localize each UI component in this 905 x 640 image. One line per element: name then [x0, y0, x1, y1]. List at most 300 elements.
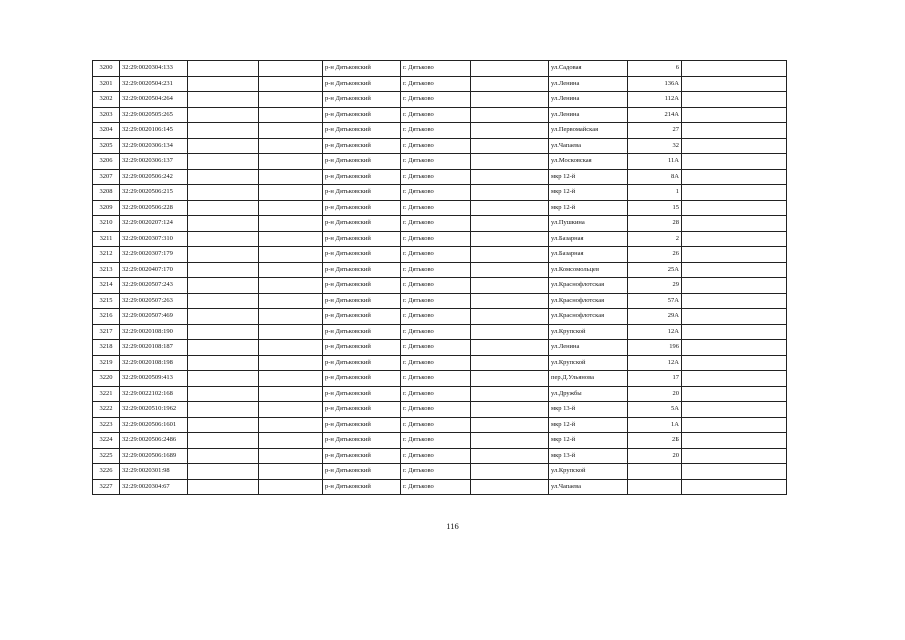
cell-empty-col-3 — [188, 138, 259, 154]
cell-empty-col-4 — [259, 417, 323, 433]
cell-house-number: 2 — [628, 231, 682, 247]
cell-house-number: 15 — [628, 200, 682, 216]
cell-street: ул.Базарная — [549, 231, 628, 247]
cell-city: г. Дятьково — [401, 92, 471, 108]
cell-empty-col-10 — [682, 61, 787, 77]
cell-cadastral-number: 32:29:0020506:1689 — [120, 448, 188, 464]
cell-empty-col-10 — [682, 262, 787, 278]
cell-city: г. Дятьково — [401, 138, 471, 154]
cell-cadastral-number: 32:29:0020504:264 — [120, 92, 188, 108]
cell-cadastral-number: 32:29:0020509:413 — [120, 371, 188, 387]
cell-street: ул.Краснофлотская — [549, 309, 628, 325]
cell-empty-col-3 — [188, 262, 259, 278]
cell-row-number: 3225 — [93, 448, 120, 464]
cell-empty-col-10 — [682, 278, 787, 294]
cell-district: р-н Дятьковский — [323, 417, 401, 433]
cell-house-number: 8А — [628, 169, 682, 185]
cell-empty-col-10 — [682, 169, 787, 185]
cell-city: г. Дятьково — [401, 417, 471, 433]
cell-house-number: 32 — [628, 138, 682, 154]
cell-empty-col-4 — [259, 61, 323, 77]
cell-empty-col-4 — [259, 154, 323, 170]
table-row — [93, 169, 787, 185]
cell-empty-col-3 — [188, 386, 259, 402]
cell-empty-col-10 — [682, 247, 787, 263]
cell-district: р-н Дятьковский — [323, 138, 401, 154]
cell-house-number: 12А — [628, 355, 682, 371]
cell-cadastral-number: 32:29:0020108:190 — [120, 324, 188, 340]
cell-house-number: 20 — [628, 448, 682, 464]
cell-empty-col-10 — [682, 479, 787, 495]
cell-empty-col-10 — [682, 309, 787, 325]
cell-empty-col-3 — [188, 340, 259, 356]
cell-cadastral-number: 32:29:0020506:215 — [120, 185, 188, 201]
cell-district: р-н Дятьковский — [323, 216, 401, 232]
cell-empty-col-7 — [471, 417, 549, 433]
cell-city: г. Дятьково — [401, 216, 471, 232]
table-row — [93, 107, 787, 123]
cell-street: мкр 13-й — [549, 448, 628, 464]
cell-cadastral-number: 32:29:0020506:1601 — [120, 417, 188, 433]
cell-empty-col-3 — [188, 247, 259, 263]
page-number: 116 — [446, 521, 459, 531]
cell-city: г. Дятьково — [401, 185, 471, 201]
cell-district: р-н Дятьковский — [323, 185, 401, 201]
cell-empty-col-4 — [259, 231, 323, 247]
cell-city: г. Дятьково — [401, 154, 471, 170]
cell-house-number: 17 — [628, 371, 682, 387]
table-row — [93, 92, 787, 108]
cell-row-number: 3224 — [93, 433, 120, 449]
cell-district: р-н Дятьковский — [323, 61, 401, 77]
cell-row-number: 3208 — [93, 185, 120, 201]
cell-row-number: 3212 — [93, 247, 120, 263]
cell-street: ул.Чапаева — [549, 479, 628, 495]
cell-city: г. Дятьково — [401, 433, 471, 449]
cell-street: ул.Пушкина — [549, 216, 628, 232]
register-table-body — [93, 61, 787, 495]
cell-house-number: 6 — [628, 61, 682, 77]
cell-street: пер.Д.Ульянова — [549, 371, 628, 387]
table-row — [93, 185, 787, 201]
table-row — [93, 154, 787, 170]
cell-city: г. Дятьково — [401, 309, 471, 325]
cell-house-number: 26 — [628, 247, 682, 263]
cell-row-number: 3227 — [93, 479, 120, 495]
cell-city: г. Дятьково — [401, 386, 471, 402]
cell-empty-col-4 — [259, 340, 323, 356]
cell-empty-col-4 — [259, 324, 323, 340]
cell-street: ул.Ленина — [549, 107, 628, 123]
cell-city: г. Дятьково — [401, 61, 471, 77]
cell-district: р-н Дятьковский — [323, 448, 401, 464]
cell-district: р-н Дятьковский — [323, 340, 401, 356]
cell-city: г. Дятьково — [401, 247, 471, 263]
cell-street: ул.Чапаева — [549, 138, 628, 154]
cell-city: г. Дятьково — [401, 107, 471, 123]
table-row — [93, 371, 787, 387]
cell-empty-col-7 — [471, 123, 549, 139]
cell-cadastral-number: 32:29:0020407:170 — [120, 262, 188, 278]
cell-house-number — [628, 464, 682, 480]
cell-empty-col-4 — [259, 371, 323, 387]
cell-row-number: 3210 — [93, 216, 120, 232]
cell-row-number: 3211 — [93, 231, 120, 247]
cell-row-number: 3204 — [93, 123, 120, 139]
cell-district: р-н Дятьковский — [323, 464, 401, 480]
cell-empty-col-4 — [259, 479, 323, 495]
cell-street: ул.Краснофлотская — [549, 293, 628, 309]
cell-empty-col-7 — [471, 340, 549, 356]
cell-empty-col-7 — [471, 92, 549, 108]
cell-district: р-н Дятьковский — [323, 386, 401, 402]
cell-street: ул.Садовая — [549, 61, 628, 77]
cell-empty-col-3 — [188, 216, 259, 232]
cell-row-number: 3209 — [93, 200, 120, 216]
cell-house-number: 20 — [628, 386, 682, 402]
cell-empty-col-7 — [471, 247, 549, 263]
cell-house-number: 11А — [628, 154, 682, 170]
table-row — [93, 61, 787, 77]
cell-cadastral-number: 32:29:0020507:263 — [120, 293, 188, 309]
cell-empty-col-4 — [259, 402, 323, 418]
table-row — [93, 138, 787, 154]
cell-house-number: 112А — [628, 92, 682, 108]
cell-row-number: 3213 — [93, 262, 120, 278]
cell-empty-col-10 — [682, 76, 787, 92]
cell-empty-col-3 — [188, 417, 259, 433]
table-row — [93, 479, 787, 495]
cell-district: р-н Дятьковский — [323, 169, 401, 185]
cell-row-number: 3221 — [93, 386, 120, 402]
table-row — [93, 324, 787, 340]
cell-empty-col-3 — [188, 293, 259, 309]
table-row — [93, 216, 787, 232]
cell-cadastral-number: 32:29:0020504:231 — [120, 76, 188, 92]
cell-house-number: 1А — [628, 417, 682, 433]
cell-empty-col-3 — [188, 231, 259, 247]
cell-cadastral-number: 32:29:0020506:228 — [120, 200, 188, 216]
cell-house-number: 2Б — [628, 433, 682, 449]
cell-empty-col-4 — [259, 433, 323, 449]
table-row — [93, 340, 787, 356]
cell-city: г. Дятьково — [401, 169, 471, 185]
cell-street: ул.Ленина — [549, 76, 628, 92]
cell-city: г. Дятьково — [401, 448, 471, 464]
cell-row-number: 3216 — [93, 309, 120, 325]
cell-empty-col-10 — [682, 340, 787, 356]
cell-empty-col-4 — [259, 200, 323, 216]
cell-empty-col-4 — [259, 216, 323, 232]
cell-district: р-н Дятьковский — [323, 123, 401, 139]
cell-street: мкр 12-й — [549, 169, 628, 185]
table-row — [93, 402, 787, 418]
cell-row-number: 3226 — [93, 464, 120, 480]
cell-cadastral-number: 32:29:0020506:242 — [120, 169, 188, 185]
cell-cadastral-number: 32:29:0020507:243 — [120, 278, 188, 294]
cell-house-number: 1 — [628, 185, 682, 201]
cell-street: ул.Ленина — [549, 340, 628, 356]
cell-empty-col-3 — [188, 402, 259, 418]
cell-empty-col-4 — [259, 123, 323, 139]
cell-empty-col-7 — [471, 154, 549, 170]
cell-house-number: 5А — [628, 402, 682, 418]
cell-district: р-н Дятьковский — [323, 107, 401, 123]
cell-row-number: 3218 — [93, 340, 120, 356]
table-row — [93, 200, 787, 216]
cell-empty-col-10 — [682, 138, 787, 154]
cell-empty-col-4 — [259, 107, 323, 123]
cell-city: г. Дятьково — [401, 231, 471, 247]
cell-empty-col-3 — [188, 355, 259, 371]
cell-empty-col-7 — [471, 262, 549, 278]
cell-row-number: 3219 — [93, 355, 120, 371]
cell-empty-col-10 — [682, 464, 787, 480]
cell-empty-col-7 — [471, 371, 549, 387]
cell-empty-col-4 — [259, 278, 323, 294]
table-row — [93, 448, 787, 464]
table-row — [93, 247, 787, 263]
cell-street: ул.Краснофлотская — [549, 278, 628, 294]
cell-empty-col-3 — [188, 278, 259, 294]
cell-district: р-н Дятьковский — [323, 278, 401, 294]
cell-house-number: 12А — [628, 324, 682, 340]
cell-empty-col-7 — [471, 293, 549, 309]
cell-empty-col-10 — [682, 107, 787, 123]
cell-street: ул.Базарная — [549, 247, 628, 263]
cell-row-number: 3217 — [93, 324, 120, 340]
cell-empty-col-4 — [259, 262, 323, 278]
cell-empty-col-4 — [259, 355, 323, 371]
cell-city: г. Дятьково — [401, 293, 471, 309]
cell-empty-col-7 — [471, 355, 549, 371]
cell-district: р-н Дятьковский — [323, 200, 401, 216]
cell-empty-col-3 — [188, 154, 259, 170]
cell-row-number: 3223 — [93, 417, 120, 433]
cell-empty-col-7 — [471, 138, 549, 154]
cell-empty-col-3 — [188, 309, 259, 325]
cell-empty-col-10 — [682, 324, 787, 340]
cell-district: р-н Дятьковский — [323, 402, 401, 418]
cell-cadastral-number: 32:29:0020307:310 — [120, 231, 188, 247]
cell-empty-col-10 — [682, 92, 787, 108]
cell-empty-col-4 — [259, 309, 323, 325]
cell-cadastral-number: 32:29:0020506:2486 — [120, 433, 188, 449]
cell-cadastral-number: 32:29:0020510:1962 — [120, 402, 188, 418]
cell-empty-col-3 — [188, 464, 259, 480]
cell-empty-col-4 — [259, 92, 323, 108]
cell-row-number: 3205 — [93, 138, 120, 154]
cell-district: р-н Дятьковский — [323, 231, 401, 247]
cell-row-number: 3203 — [93, 107, 120, 123]
cell-cadastral-number: 32:29:0020108:198 — [120, 355, 188, 371]
cell-row-number: 3207 — [93, 169, 120, 185]
cell-cadastral-number: 32:29:0020106:145 — [120, 123, 188, 139]
cell-empty-col-7 — [471, 107, 549, 123]
cell-empty-col-10 — [682, 371, 787, 387]
cell-city: г. Дятьково — [401, 262, 471, 278]
cell-district: р-н Дятьковский — [323, 355, 401, 371]
cell-empty-col-4 — [259, 448, 323, 464]
cell-cadastral-number: 32:29:0020304:67 — [120, 479, 188, 495]
table-row — [93, 464, 787, 480]
cell-house-number: 25А — [628, 262, 682, 278]
cell-city: г. Дятьково — [401, 479, 471, 495]
cell-empty-col-10 — [682, 417, 787, 433]
table-row — [93, 76, 787, 92]
cell-house-number: 136А — [628, 76, 682, 92]
cell-empty-col-3 — [188, 433, 259, 449]
cell-empty-col-7 — [471, 309, 549, 325]
cell-empty-col-3 — [188, 371, 259, 387]
cell-district: р-н Дятьковский — [323, 76, 401, 92]
cell-district: р-н Дятьковский — [323, 247, 401, 263]
cell-empty-col-7 — [471, 200, 549, 216]
cell-empty-col-3 — [188, 123, 259, 139]
cell-empty-col-10 — [682, 154, 787, 170]
cell-cadastral-number: 32:29:0020207:124 — [120, 216, 188, 232]
cell-city: г. Дятьково — [401, 355, 471, 371]
cell-empty-col-3 — [188, 107, 259, 123]
cell-house-number: 57А — [628, 293, 682, 309]
cell-row-number: 3214 — [93, 278, 120, 294]
cell-empty-col-4 — [259, 293, 323, 309]
cell-empty-col-4 — [259, 464, 323, 480]
table-row — [93, 417, 787, 433]
table-row — [93, 231, 787, 247]
cell-district: р-н Дятьковский — [323, 433, 401, 449]
cell-street: ул.Крупской — [549, 464, 628, 480]
cell-city: г. Дятьково — [401, 340, 471, 356]
table-row — [93, 278, 787, 294]
cell-house-number — [628, 479, 682, 495]
table-row — [93, 433, 787, 449]
cell-district: р-н Дятьковский — [323, 309, 401, 325]
register-table — [92, 60, 787, 495]
cell-empty-col-4 — [259, 386, 323, 402]
cell-row-number: 3222 — [93, 402, 120, 418]
cell-district: р-н Дятьковский — [323, 262, 401, 278]
cell-empty-col-3 — [188, 479, 259, 495]
cell-empty-col-3 — [188, 448, 259, 464]
cell-district: р-н Дятьковский — [323, 371, 401, 387]
cell-empty-col-3 — [188, 61, 259, 77]
cell-city: г. Дятьково — [401, 200, 471, 216]
cell-empty-col-4 — [259, 169, 323, 185]
cell-row-number: 3202 — [93, 92, 120, 108]
cell-city: г. Дятьково — [401, 464, 471, 480]
cell-empty-col-7 — [471, 278, 549, 294]
table-row — [93, 123, 787, 139]
cell-empty-col-7 — [471, 464, 549, 480]
cell-empty-col-4 — [259, 247, 323, 263]
cell-row-number: 3201 — [93, 76, 120, 92]
cell-empty-col-7 — [471, 76, 549, 92]
cell-street: ул.Крупской — [549, 324, 628, 340]
cell-empty-col-4 — [259, 185, 323, 201]
cell-empty-col-10 — [682, 231, 787, 247]
cell-empty-col-10 — [682, 386, 787, 402]
cell-city: г. Дятьково — [401, 278, 471, 294]
cell-street: ул.Крупской — [549, 355, 628, 371]
cell-empty-col-3 — [188, 185, 259, 201]
cell-cadastral-number: 32:29:0020505:265 — [120, 107, 188, 123]
cell-empty-col-7 — [471, 479, 549, 495]
cell-empty-col-7 — [471, 448, 549, 464]
cell-house-number: 214А — [628, 107, 682, 123]
cell-street: мкр 12-й — [549, 200, 628, 216]
cell-cadastral-number: 32:29:0022102:168 — [120, 386, 188, 402]
cell-street: мкр 12-й — [549, 185, 628, 201]
cell-row-number: 3220 — [93, 371, 120, 387]
cell-row-number: 3200 — [93, 61, 120, 77]
table-row — [93, 262, 787, 278]
cell-cadastral-number: 32:29:0020306:137 — [120, 154, 188, 170]
cell-city: г. Дятьково — [401, 324, 471, 340]
cell-street: ул.Дружбы — [549, 386, 628, 402]
cell-house-number: 29 — [628, 278, 682, 294]
cell-cadastral-number: 32:29:0020307:179 — [120, 247, 188, 263]
cell-empty-col-7 — [471, 185, 549, 201]
cell-empty-col-7 — [471, 402, 549, 418]
cell-empty-col-10 — [682, 402, 787, 418]
cell-empty-col-3 — [188, 200, 259, 216]
cell-empty-col-3 — [188, 324, 259, 340]
cell-empty-col-7 — [471, 386, 549, 402]
table-row — [93, 309, 787, 325]
cell-district: р-н Дятьковский — [323, 154, 401, 170]
cell-empty-col-10 — [682, 200, 787, 216]
cell-city: г. Дятьково — [401, 402, 471, 418]
cell-empty-col-7 — [471, 169, 549, 185]
cell-empty-col-10 — [682, 448, 787, 464]
cell-empty-col-10 — [682, 216, 787, 232]
cell-district: р-н Дятьковский — [323, 479, 401, 495]
cell-cadastral-number: 32:29:0020306:134 — [120, 138, 188, 154]
cell-district: р-н Дятьковский — [323, 92, 401, 108]
cell-empty-col-7 — [471, 216, 549, 232]
cell-empty-col-10 — [682, 355, 787, 371]
cell-city: г. Дятьково — [401, 76, 471, 92]
cell-street: ул.Московская — [549, 154, 628, 170]
cell-empty-col-4 — [259, 138, 323, 154]
table-row — [93, 293, 787, 309]
cell-street: мкр 12-й — [549, 417, 628, 433]
cell-empty-col-10 — [682, 123, 787, 139]
cell-city: г. Дятьково — [401, 123, 471, 139]
table-row — [93, 355, 787, 371]
cell-cadastral-number: 32:29:0020108:187 — [120, 340, 188, 356]
cell-empty-col-4 — [259, 76, 323, 92]
cell-cadastral-number: 32:29:0020301:98 — [120, 464, 188, 480]
cell-district: р-н Дятьковский — [323, 324, 401, 340]
cell-house-number: 28 — [628, 216, 682, 232]
cell-city: г. Дятьково — [401, 371, 471, 387]
cell-street: мкр 13-й — [549, 402, 628, 418]
cell-empty-col-7 — [471, 324, 549, 340]
cell-row-number: 3215 — [93, 293, 120, 309]
cell-house-number: 29А — [628, 309, 682, 325]
cell-empty-col-3 — [188, 92, 259, 108]
cell-house-number: 27 — [628, 123, 682, 139]
cell-empty-col-10 — [682, 293, 787, 309]
cell-street: ул.Ленина — [549, 92, 628, 108]
cell-house-number: 196 — [628, 340, 682, 356]
cell-street: мкр 12-й — [549, 433, 628, 449]
cell-district: р-н Дятьковский — [323, 293, 401, 309]
cell-cadastral-number: 32:29:0020507:469 — [120, 309, 188, 325]
cell-empty-col-3 — [188, 169, 259, 185]
